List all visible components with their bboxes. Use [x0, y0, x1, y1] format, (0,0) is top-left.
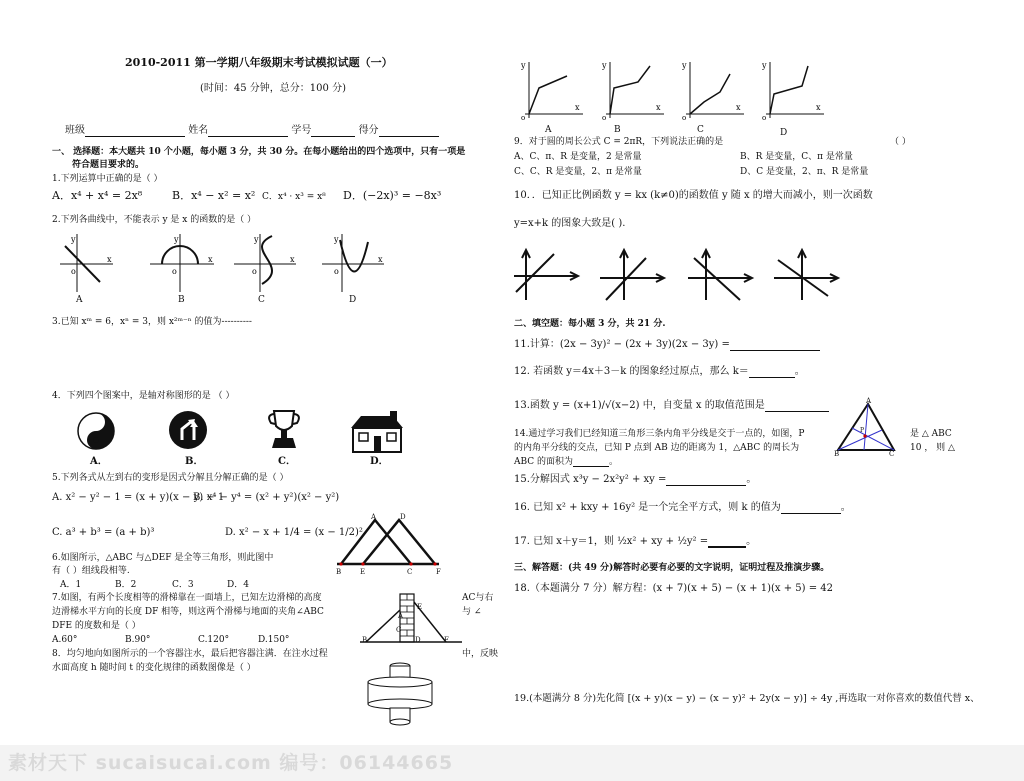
q8-line1-right: 中，反映: [462, 649, 499, 659]
q15-end: 。: [746, 474, 757, 485]
q16-text: [514, 502, 851, 514]
q2-label-b: B: [178, 295, 185, 305]
q17-expression: 17. 已知 x＋y＝1，则 ½x² + xy + ½y² =: [514, 536, 709, 547]
svg-text:o: o: [71, 267, 76, 276]
section3-heading: 三、解答题：(共 49 分)解答时必要有必要的文字说明，证明过程及推演步骤。: [514, 563, 830, 573]
q8-graph-label-d: D: [780, 128, 788, 138]
q12-expression: 12. 若函数 y＝4x＋3－k 的图象经过原点，那么 k＝: [514, 366, 749, 377]
svg-text:y: y: [602, 61, 607, 70]
q4-label-c: C．: [278, 456, 296, 467]
score-blank[interactable]: [379, 127, 439, 137]
q7-line3: DFE 的度数和是（ ）: [52, 621, 141, 631]
q9-option-b: B、R 是变量，C、π 是常量: [740, 152, 853, 162]
q5-option-a: A. x² − y² − 1 = (x + y)(x − y) − 1: [52, 492, 225, 503]
q13-answer-blank[interactable]: [765, 402, 829, 412]
svg-text:x: x: [107, 255, 112, 264]
q9-answer-paren: （ ）: [890, 137, 911, 147]
q6-option-c: C．3: [172, 580, 194, 590]
q10-graph-c: [686, 246, 754, 302]
q4-label-a: A．: [90, 456, 108, 467]
name-blank[interactable]: [208, 127, 288, 137]
svg-text:x: x: [575, 103, 580, 112]
q17-answer-blank[interactable]: [708, 537, 746, 548]
q4-stem: 4．下列四个图案中，是轴对称图形的是 （ ）: [52, 391, 235, 401]
q11-text: [514, 339, 820, 351]
q6-label-c: C: [407, 568, 413, 576]
exam-subtitle: (时间：45 分钟，总分：100 分): [200, 83, 346, 94]
q6-label-d: D: [400, 513, 406, 521]
svg-text:o: o: [521, 114, 526, 122]
q12-text: [514, 366, 805, 378]
exam-title: 2010-2011 第一学期八年级期末考试模拟试题（一）: [125, 56, 393, 69]
q14-label-p: P: [860, 427, 865, 434]
svg-text:o: o: [762, 114, 767, 122]
q14-label-b: B: [834, 450, 840, 458]
q2-graph-c: [232, 232, 298, 294]
svg-text:x: x: [816, 103, 821, 112]
q9-option-a: A、C、π、R 是变量，2 是常量: [514, 152, 642, 162]
q7-option-c: C.120°: [198, 635, 230, 645]
q15-answer-blank[interactable]: [666, 476, 746, 486]
q6-stem-line1: 6.如图所示，△ABC 与△DEF 是全等三角形，则此图中: [52, 553, 274, 563]
svg-text:o: o: [252, 267, 257, 276]
q8-graph-c: [678, 58, 746, 122]
q8-graph-label-c: C: [697, 125, 704, 135]
q12-answer-blank[interactable]: [749, 368, 795, 378]
q9-option-c: C、C、R 是变量，2、π 是常量: [514, 167, 642, 177]
q14-line1: 14.通过学习我们已经知道三角形三条内角平分线是交于一点的，如图，P: [514, 429, 805, 439]
q9-stem: 9．对于圆的周长公式 C = 2πR，下列说法正确的是: [514, 137, 724, 147]
q7-option-b: B.90°: [125, 635, 151, 645]
q5-stem: 5.下列各式从左到右的变形是因式分解且分解正确的是（ ）: [52, 473, 289, 483]
q2-graph-a: [55, 232, 115, 294]
class-blank[interactable]: [85, 127, 185, 137]
q1-option-d: D．(−2x)³ = −8x³: [343, 189, 442, 202]
q14-line2-right: 10 ， 则 △: [910, 443, 955, 453]
q2-graph-b: [148, 232, 216, 294]
q8-graph-label-a: A: [545, 125, 552, 135]
svg-text:y: y: [174, 235, 179, 244]
q16-end: 。: [840, 502, 851, 513]
q6-label-f: F: [436, 568, 441, 576]
svg-text:y: y: [762, 61, 767, 70]
q7-option-a: A.60°: [52, 635, 78, 645]
svg-text:o: o: [602, 114, 607, 122]
q1-option-c: C．x⁴ · x³ = x⁸: [262, 192, 326, 202]
q14-line3-text: ABC 的面积为: [514, 457, 574, 467]
q4-label-b: B．: [185, 456, 204, 467]
q14-line3: [514, 457, 618, 467]
q19-text: 19.(本题满分 8 分)先化简 [(x + y)(x − y) − (x − y)² + 2y(x − y)] ÷ 4y ,再选取一对你喜欢的数值代替 x、: [514, 693, 980, 704]
q14-label-c: C: [889, 450, 895, 458]
section2-heading: 二、填空题：每小题 3 分，共 21 分.: [514, 319, 666, 329]
q5-option-c: C. a³ + b³ = (a + b)³: [52, 527, 155, 538]
q8-line2: 水面高度 h 随时间 t 的变化规律的函数图像是（ ）: [52, 663, 256, 673]
q7-slides-figure: [356, 590, 466, 648]
q6-label-a: A: [371, 513, 377, 521]
svg-text:o: o: [334, 267, 339, 276]
q2-stem: 2.下列各曲线中，不能表示 y 是 x 的函数的是（ ）: [52, 215, 257, 225]
q17-end: 。: [746, 536, 757, 547]
q15-text: [514, 474, 756, 486]
svg-text:y: y: [334, 235, 339, 244]
class-label: 班级: [65, 125, 85, 136]
q6-triangles-figure: [333, 512, 443, 578]
q7-label-b: B: [362, 636, 368, 644]
q1-option-a: A．x⁴ + x⁴ = 2x⁸: [52, 189, 143, 202]
q7-label-c: C: [396, 626, 402, 634]
q11-expression: 11.计算：(2x − 3y)² − (2x + 3y)(2x − 3y) =: [514, 339, 730, 350]
traffic-sign-icon: [168, 410, 208, 450]
q8-graph-label-b: B: [614, 125, 621, 135]
section1-heading: 一、 选择题：本大题共 10 个小题，每小题 3 分，共 30 分。在每小题给出的四个选项中，只有一项是: [52, 147, 466, 157]
q14-answer-blank[interactable]: [573, 457, 609, 467]
q10-graph-d: [772, 246, 840, 302]
svg-text:x: x: [208, 255, 213, 264]
yin-yang-icon: [77, 412, 115, 450]
q17-text: [514, 536, 756, 548]
q2-label-c: C: [258, 295, 265, 305]
house-icon: [348, 408, 406, 454]
q2-graph-d: [320, 232, 386, 294]
q6-stem-line2: 有（ ）组线段相等.: [52, 566, 130, 576]
q11-answer-blank[interactable]: [730, 341, 820, 351]
svg-text:x: x: [290, 255, 295, 264]
q10-line1: 10．．已知正比例函数 y = kx (k≠0)的函数值 y 随 x 的增大而减小，则一次函数: [514, 190, 873, 201]
q6-label-e: E: [360, 568, 366, 576]
q15-expression: 15.分解因式 x³y − 2x²y² + xy =: [514, 474, 667, 485]
q7-label-e: E: [417, 603, 423, 611]
q10-graph-b: [598, 246, 666, 302]
id-label: 学号: [291, 125, 312, 136]
section1-heading-cont: 符合题目要求的。: [72, 160, 145, 170]
q7-option-d: D.150°: [258, 635, 290, 645]
svg-text:x: x: [736, 103, 741, 112]
name-label: 姓名: [188, 125, 209, 136]
q8-line1: 8．均匀地向如图所示的一个容器注水，最后把容器注满．在注水过程: [52, 649, 328, 659]
q4-label-d: D．: [370, 456, 389, 467]
score-label: 得分: [358, 125, 379, 136]
q9-option-d: D、C 是变量，2、π、R 是常量: [740, 167, 869, 177]
q8-graph-d: [758, 58, 826, 122]
q3-stem: 3.已知 xᵐ = 6，xⁿ = 3，则 x²ᵐ⁻ⁿ 的值为----------: [52, 317, 252, 327]
q5-option-d: D. x² − x + 1/4 = (x − 1/2)²: [225, 527, 363, 538]
q5-option-b: B. x⁴ − y⁴ = (x² + y²)(x² − y²): [193, 492, 340, 503]
q1-stem: 1.下列运算中正确的是（ ）: [52, 174, 163, 184]
svg-text:y: y: [682, 61, 687, 70]
svg-text:y: y: [254, 235, 259, 244]
q13-text: [514, 400, 829, 412]
q6-option-a: A．1: [60, 580, 82, 590]
q2-label-d: D: [349, 295, 357, 305]
q6-option-b: B．2: [115, 580, 137, 590]
q7-line1: 7.如图，有两个长度相等的滑梯靠在一面墙上，已知左边滑梯的高度: [52, 593, 322, 603]
q10-line2: y=x+k 的图象大致是( ).: [514, 218, 626, 229]
q7-label-f: F: [444, 636, 449, 644]
q7-label-d: D: [415, 636, 421, 644]
q14-end: 。: [609, 457, 619, 467]
q8-graph-a: [517, 58, 585, 122]
q7-label-a: A: [398, 612, 404, 620]
q7-line2: 边滑梯水平方向的长度 DF 相等，则这两个滑梯与地面的夹角∠ABC: [52, 607, 324, 617]
watermark-text: 素材天下 sucaisucai.com 编号：06144665: [8, 752, 454, 774]
q6-option-d: D．4: [227, 580, 249, 590]
q14-line1-right: 是 △ ABC: [910, 429, 952, 439]
q6-label-b: B: [336, 568, 342, 576]
trophy-icon: [265, 408, 303, 452]
q14-line2: 的内角平分线的交点，已知 P 点到 AB 边的距离为 1，△ABC 的周长为: [514, 443, 800, 453]
q7-line2-right: 与 ∠: [462, 607, 482, 617]
svg-text:o: o: [172, 267, 177, 276]
q16-expression: 16. 已知 x² + kxy + 16y² 是一个完全平方式，则 k 的值为: [514, 502, 781, 513]
q16-answer-blank[interactable]: [781, 504, 841, 514]
q2-label-a: A: [76, 295, 83, 305]
svg-text:y: y: [521, 61, 526, 70]
svg-text:o: o: [682, 114, 687, 122]
q13-expression: 13.函数 y = (x+1)/√(x−2) 中，自变量 x 的取值范围是: [514, 400, 765, 411]
q8-container-figure: [364, 658, 436, 730]
q1-option-b: B．x⁴ − x² = x²: [172, 189, 256, 202]
q7-line1-right: AC与右: [462, 593, 494, 603]
svg-text:y: y: [71, 235, 76, 244]
id-blank[interactable]: [311, 127, 355, 137]
q10-graph-a: [512, 246, 580, 302]
q8-graph-b: [598, 58, 666, 122]
svg-text:x: x: [656, 103, 661, 112]
student-info-row: [65, 125, 439, 137]
q12-end: 。: [794, 366, 805, 377]
q18-text: 18.（本题满分 7 分）解方程：(x + 7)(x + 5) − (x + 1)(x + 5) = 42: [514, 583, 833, 594]
q14-label-a: A: [866, 397, 872, 405]
svg-text:x: x: [378, 255, 383, 264]
